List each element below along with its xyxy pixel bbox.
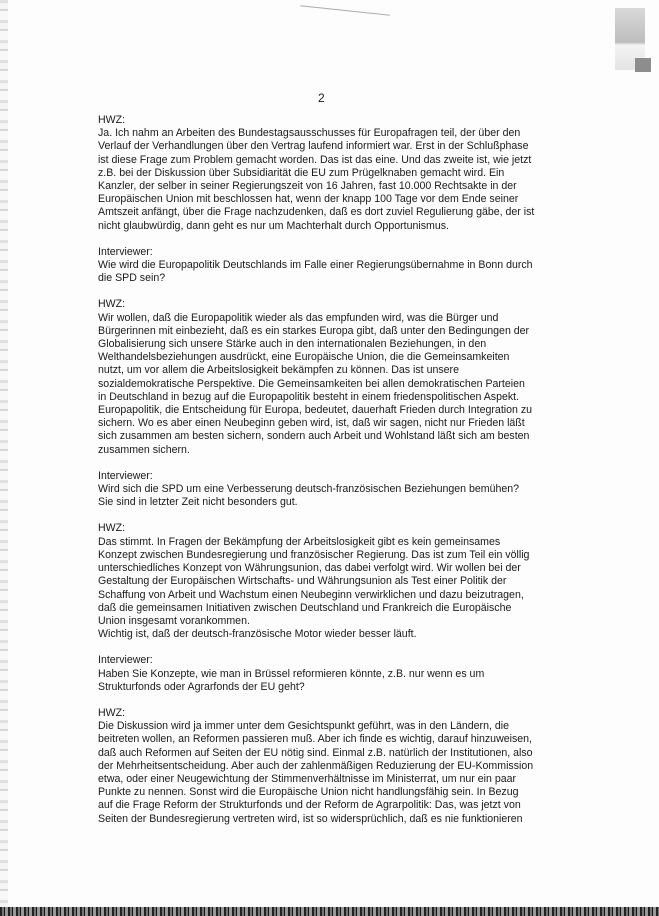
text-line: Haben Sie Konzepte, wie man in Brüssel reformieren könnte, z.B. nur wenn es um — [98, 667, 485, 680]
interview-text — [98, 114, 558, 839]
text-line: Gestaltung der Europäischen Wirtschafts- und Währungsunion als Test einer Politik der — [98, 575, 507, 588]
text-line: der Mehrheitsentscheidung. Aber auch der zahlenmäßigen Reduzierung der EU-Kommission — [98, 759, 534, 772]
speaker-label: HWZ: — [98, 298, 126, 311]
speaker-label: HWZ: — [98, 706, 126, 719]
text-line: Wird sich die SPD um eine Verbesserung deutsch-französischen Beziehungen bemühen? — [98, 483, 520, 496]
text-line: Kanzler, der selber in seiner Regierungszeit von 16 Jahren, fast 10.000 Rechtsakte in der — [98, 180, 517, 193]
speaker-label: HWZ: — [98, 114, 126, 126]
text-line: Amtszeit anfängt, über die Frage nachzudenken, daß es dort zuviel Regulierung gäbe, der ist — [98, 206, 535, 219]
speaker-label: HWZ: — [98, 522, 126, 535]
interview-block — [98, 470, 558, 510]
text-line: daß die gemeinsamen Initiativen zwischen Deutschland und Frankreich die Europäische — [98, 601, 512, 614]
scan-edge-bottom — [0, 907, 659, 916]
text-line: nicht glaubwürdig, dann geht es nur um Machterhalt durch Opportunismus. — [98, 219, 449, 232]
text-line: ist diese Frage zum Problem gemacht worden. Das ist das eine. Und das zweite ist, wie jetzt — [98, 153, 532, 166]
text-line: die SPD sein? — [98, 272, 166, 285]
speaker-label: Interviewer: — [98, 469, 153, 482]
text-line: etwa, oder einer Neugewichtung der Stimmenverhältnisse im Ministerrat, um nur ein paar — [98, 772, 517, 785]
interview-block — [98, 707, 558, 826]
interview-block — [98, 246, 558, 286]
interview-block — [98, 298, 558, 456]
text-line: sichern. Wo es aber einen Neubeginn geben wird, ist, daß wir sagen, nicht nur Frieden läßt — [98, 417, 525, 430]
text-line: in Deutschland in bezug auf die Europapolitik besteht in einem friedenspolitischen Aspekt. — [98, 390, 520, 403]
text-line: beitreten wollen, an Reformen passieren muß. Aber ich finde es wichtig, darauf hinzuweisen, — [98, 733, 532, 746]
speaker-label: Interviewer: — [98, 654, 153, 667]
text-line: Konzept zwischen Bundesregierung und französischer Regierung. Das ist zum Teil ein völlig — [98, 548, 530, 561]
text-line: Seiten der Bundesregierung vertreten wird, ist so widersprüchlich, daß es nie funktionieren — [98, 812, 523, 825]
scan-artifact-line — [300, 5, 390, 15]
text-line: Union insgesamt vorankommen. — [98, 614, 250, 627]
text-line: Wichtig ist, daß der deutsch-französische Motor wieder besser läuft. — [98, 628, 417, 641]
text-line: Punkte zu nennen. Sonst wird die Europäische Union nicht handlungsfähig sein. In Bezug — [98, 786, 519, 799]
text-line: Welthandelsbeziehungen ausdrückt, eine Europäische Union, die die Gemeinsamkeiten — [98, 351, 510, 364]
text-line: sozialdemokratische Perspektive. Die Gemeinsamkeiten bei allen demokratischen Parteien — [98, 377, 525, 390]
text-line: Bürgerinnen mit einbezieht, daß es ein starkes Europa gibt, daß unter den Bedingungen der — [98, 324, 530, 337]
text-line: Ja. Ich nahm an Arbeiten des Bundestagsausschusses für Europafragen teil, der über den — [98, 127, 521, 140]
interview-block — [98, 654, 558, 694]
text-line: Sie sind in letzter Zeit nicht besonders gut. — [98, 496, 298, 509]
interview-block — [98, 114, 558, 233]
text-line: Verlauf der Verhandlungen über den Vertrag laufend informiert war. Erst in der Schlußphase — [98, 140, 529, 153]
interview-block — [98, 522, 558, 641]
text-line: Europapolitik, die Entscheidung für Europa, bedeutet, dauerhaft Frieden durch Integration zu — [98, 404, 533, 417]
text-line: z.B. bei der Diskussion über Subsidiarität die EU zum Prügelknaben gemacht wird. Ein — [98, 166, 505, 179]
page-number: 2 — [318, 91, 325, 105]
text-line: Die Diskussion wird ja immer unter dem Gesichtspunkt geführt, was in den Ländern, die — [98, 720, 509, 733]
speaker-label: Interviewer: — [98, 245, 153, 258]
text-line: daß auch Reformen auf Seiten der EU nötig sind. Einmal z.B. natürlich der Institutionen, also — [98, 746, 533, 759]
text-line: Globalisierung sich unsere Stärke auch in den internationalen Beziehungen, in den — [98, 338, 487, 351]
text-line: Das stimmt. In Fragen der Bekämpfung der Arbeitslosigkeit gibt es kein gemeinsames — [98, 535, 501, 548]
text-line: sich zusammen am besten sichern, sondern auch Arbeit und Wohlstand läßt sich am besten — [98, 430, 530, 443]
text-line: Strukturfonds oder Agrarfonds der EU geht? — [98, 680, 305, 693]
text-line: Schaffung von Arbeit und Wachstum einen Neubeginn verwirklichen und dazu beizutragen, — [98, 588, 524, 601]
text-line: Europäischen Union mit beschlossen hat, wenn der knapp 100 Tage vor dem Ende seiner — [98, 193, 519, 206]
text-line: Wie wird die Europapolitik Deutschlands im Falle einer Regierungsübernahme in Bonn durch — [98, 259, 533, 272]
text-line: auf die Frage Reform der Strukturfonds und der Reform de Agrarpolitik: Das, was jetzt von — [98, 799, 521, 812]
staple-mark — [615, 8, 645, 70]
text-line: zusammen sichern. — [98, 443, 190, 456]
scan-edge-left — [0, 0, 8, 916]
text-line: Wir wollen, daß die Europapolitik wieder als das empfunden wird, was die Bürger und — [98, 311, 499, 324]
text-line: unterschiedliches Konzept von Währungsunion, das dabei verfolgt wird. Wir wollen bei der — [98, 562, 521, 575]
text-line: nutzt, um vor allem die Arbeitslosigkeit bekämpfen zu können. Das ist unsere — [98, 364, 459, 377]
